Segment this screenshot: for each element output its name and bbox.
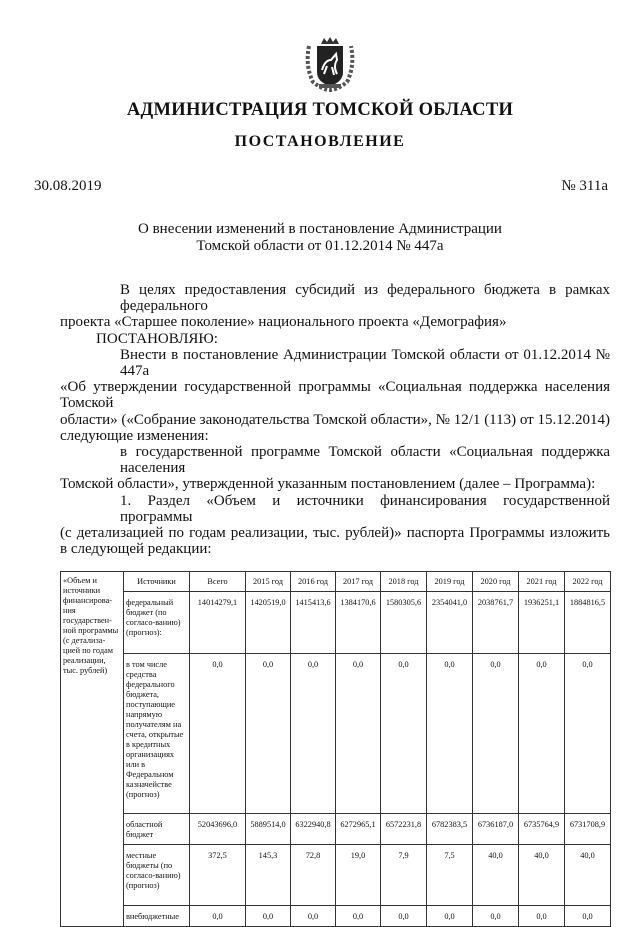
value-cell: 1415413,6: [291, 592, 336, 654]
value-cell: 1884816,5: [565, 592, 611, 654]
paragraph-line: (с детализацией по годам реализации, тыс. рублей)» паспорта Программы изложить: [60, 525, 610, 542]
paragraph-line: в следующей редакции:: [60, 541, 212, 558]
resolve-heading: ПОСТАНОВЛЯЮ:: [96, 330, 218, 347]
paragraph-line: в государственной программе Томской области «Социальная поддержка населения: [120, 444, 610, 477]
value-cell: 40,0: [473, 845, 519, 906]
value-cell: 0,0: [427, 654, 473, 814]
value-cell: 0,0: [291, 906, 336, 927]
document-number: № 311а: [561, 178, 608, 194]
table-row: [61, 654, 611, 814]
value-cell: 40,0: [519, 845, 565, 906]
financing-table: [60, 571, 611, 927]
value-cell: 1936251,1: [519, 592, 565, 654]
value-cell: 0,0: [427, 906, 473, 927]
document-date: 30.08.2019: [34, 178, 102, 194]
value-cell: 372,5: [190, 845, 246, 906]
value-cell: 1384170,6: [336, 592, 381, 654]
value-cell: 1420519,0: [246, 592, 291, 654]
table-row: [61, 845, 611, 906]
value-cell: 6736187,0: [473, 814, 519, 845]
paragraph-line: проекта «Старшее поколение» национального проекта «Демография»: [60, 314, 507, 331]
column-header: 2016 год: [291, 572, 336, 592]
value-cell: 0,0: [190, 906, 246, 927]
paragraph-line: Томской области», утвержденной указанным постановлением (далее – Программа):: [60, 476, 596, 493]
document-content: [60, 282, 610, 927]
value-cell: 1580305,6: [381, 592, 427, 654]
value-cell: 6322940,8: [291, 814, 336, 845]
value-cell: 0,0: [246, 654, 291, 814]
value-cell: 0,0: [336, 654, 381, 814]
column-header: 2022 год: [565, 572, 611, 592]
value-cell: 0,0: [519, 906, 565, 927]
column-header: Всего: [190, 572, 246, 592]
value-cell: 0,0: [381, 906, 427, 927]
column-header: 2015 год: [246, 572, 291, 592]
document-type: ПОСТАНОВЛЕНИЕ: [234, 133, 406, 150]
value-cell: 5889514,0: [246, 814, 291, 845]
table-header-row: [61, 572, 611, 592]
source-cell: в том числе средства федерального бюджета, поступающие напрямую получателям на счета, открытые в кредитных организациях или в Федеральном казначействе (прогноз): [124, 654, 190, 814]
column-header: 2018 год: [381, 572, 427, 592]
value-cell: 19,0: [336, 845, 381, 906]
document-body: [60, 282, 610, 557]
document-subject: [0, 221, 640, 255]
coat-of-arms-emblem: [303, 36, 357, 92]
table-row: [61, 592, 611, 654]
value-cell: 0,0: [473, 654, 519, 814]
table-row: [61, 906, 611, 927]
value-cell: 2354041,0: [427, 592, 473, 654]
value-cell: 0,0: [336, 906, 381, 927]
subject-line: О внесении изменений в постановление Администрации: [138, 221, 502, 237]
table-row: [61, 814, 611, 845]
value-cell: 40,0: [565, 845, 611, 906]
paragraph-line: В целях предоставления субсидий из федерального бюджета в рамках федерального: [120, 282, 610, 315]
value-cell: 6272965,1: [336, 814, 381, 845]
value-cell: 2038761,7: [473, 592, 519, 654]
value-cell: 52043696,0: [190, 814, 246, 845]
value-cell: 72,8: [291, 845, 336, 906]
source-cell: внебюджетные: [124, 906, 190, 927]
value-cell: 14014279,1: [190, 592, 246, 654]
value-cell: 6572231,8: [381, 814, 427, 845]
paragraph-line: области» («Собрание законодательства Томской области», № 12/1 (113) от 15.12.2014): [60, 411, 610, 428]
value-cell: 0,0: [246, 906, 291, 927]
value-cell: 7,9: [381, 845, 427, 906]
organization-title: АДМИНИСТРАЦИЯ ТОМСКОЙ ОБЛАСТИ: [126, 100, 514, 120]
subject-line: Томской области от 01.12.2014 № 447а: [196, 238, 444, 254]
value-cell: 6735764,9: [519, 814, 565, 845]
value-cell: 145,3: [246, 845, 291, 906]
paragraph-line: 1. Раздел «Объем и источники финансирования государственной программы: [120, 492, 610, 525]
table-row-label: «Объем и источники финансирова-ния государствен-ной программы (с детализа-цией по годам реализации, тыс. рублей): [61, 572, 124, 927]
value-cell: 0,0: [565, 906, 611, 927]
value-cell: 7,5: [427, 845, 473, 906]
value-cell: 6731708,9: [565, 814, 611, 845]
value-cell: 0,0: [190, 654, 246, 814]
column-header: 2021 год: [519, 572, 565, 592]
source-cell: федеральный бюджет (по согласо-ванию) (прогноз):: [124, 592, 190, 654]
value-cell: 0,0: [473, 906, 519, 927]
column-header: Источники: [124, 572, 190, 592]
source-cell: местные бюджеты (по согласо-ванию) (прогноз): [124, 845, 190, 906]
paragraph-line: следующие изменения:: [60, 427, 209, 444]
paragraph-line: «Об утверждении государственной программы «Социальная поддержка населения Томской: [60, 379, 610, 412]
value-cell: 0,0: [565, 654, 611, 814]
source-cell: областной бюджет: [124, 814, 190, 845]
column-header: 2017 год: [336, 572, 381, 592]
column-header: 2019 год: [427, 572, 473, 592]
column-header: 2020 год: [473, 572, 519, 592]
value-cell: 6782383,5: [427, 814, 473, 845]
value-cell: 0,0: [519, 654, 565, 814]
value-cell: 0,0: [291, 654, 336, 814]
value-cell: 0,0: [381, 654, 427, 814]
paragraph-line: Внести в постановление Администрации Томской области от 01.12.2014 № 447а: [120, 346, 610, 380]
